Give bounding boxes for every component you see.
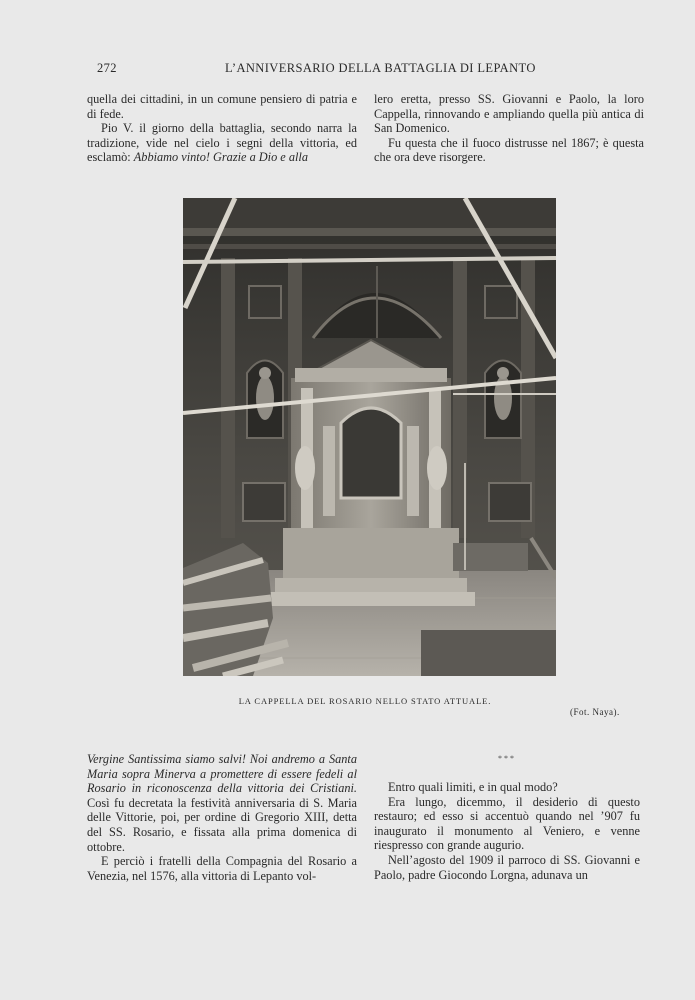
- column-top-right: [374, 92, 644, 165]
- page-number: 272: [97, 61, 117, 75]
- paragraph: Era lungo, dicemmo, il desiderio di questo restauro; ed esso si accentuò quando nel ’907 fu inaugurato il monumento al Veniero, e venne riespresso con grande augurio.: [374, 794, 640, 853]
- running-title: L’ANNIVERSARIO DELLA BATTAGLIA DI LEPANTO: [225, 61, 536, 75]
- paragraph: E perciò i fratelli della Compagnia del Rosario a Venezia, nel 1576, alla vittoria di Lepanto vol-: [87, 854, 357, 883]
- paragraph: quella dei cittadini, in un comune pensiero di patria e di fede.: [87, 92, 357, 121]
- paragraph: Fu questa che il fuoco distrusse nel 1867; è questa che ora deve risorgere.: [374, 135, 644, 165]
- paragraph: lero eretta, presso SS. Giovanni e Paolo, la loro Cappella, rinnovando e ampliando quella più antica di San Domenico.: [374, 92, 644, 136]
- section-ornament: * * *: [498, 754, 514, 763]
- photo-credit: (Fot. Naya).: [570, 707, 620, 717]
- paragraph: Nell’agosto del 1909 il parroco di SS. Giovanni e Paolo, padre Giocondo Lorgna, adunava un: [374, 852, 640, 882]
- chapel-photograph: [183, 198, 556, 676]
- photo-illustration: [183, 198, 556, 676]
- paragraph: [87, 752, 357, 854]
- column-top-left: [87, 92, 357, 165]
- page-header: [97, 61, 643, 79]
- text-run: Così fu decretata la festività anniversaria di S. Maria delle Vittorie, poi, per ordine di Gregorio XIII, detta del SS. Rosario, e fissata alla prima domenica di ottobre.: [87, 795, 357, 854]
- paragraph: [87, 121, 357, 165]
- figure-caption: LA CAPPELLA DEL ROSARIO NELLO STATO ATTUALE.: [238, 696, 492, 706]
- column-bottom-right: [374, 780, 640, 882]
- text-run: Pio V. il giorno della battaglia, secondo narra la tradizione, vide nel cielo i segni della vittoria, ed esclamò:: [87, 121, 357, 165]
- column-bottom-left: [87, 752, 357, 883]
- italic-text: Abbiamo vinto! Grazie a Dio e alla: [133, 150, 308, 165]
- italic-text: Vergine Santissima siamo salvi! Noi andremo a Santa Maria sopra Minerva a promettere di essere fedeli al Rosario in riconoscenza della vittoria dei Cristiani.: [87, 752, 357, 796]
- paragraph: Entro quali limiti, e in qual modo?: [388, 780, 558, 794]
